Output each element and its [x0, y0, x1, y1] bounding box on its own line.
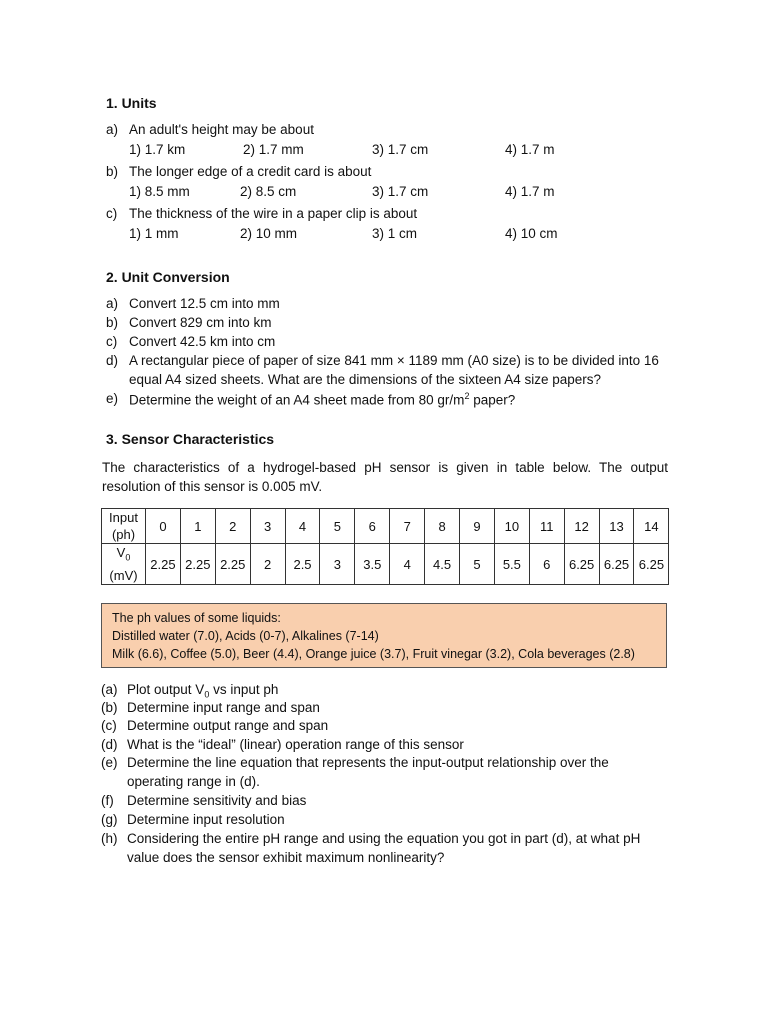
q1a-option-1: 1) 1.7 km — [129, 142, 186, 157]
table-cell: 4 — [390, 544, 425, 585]
table-row-header-input — [102, 509, 146, 544]
q2d-text-continued: equal A4 sized sheets. What are the dimensions of the sixteen A4 size papers? — [129, 372, 602, 387]
q1b-option-3: 3) 1.7 cm — [372, 184, 429, 199]
table-cell: 9 — [460, 509, 495, 544]
q3b-text: Determine input range and span — [127, 700, 320, 715]
table-cell: 5.5 — [494, 544, 529, 585]
q3a-label: (a) — [101, 682, 118, 697]
q3c-label: (c) — [101, 718, 117, 733]
q1c-text: The thickness of the wire in a paper clip is about — [129, 206, 418, 221]
q2a-text: Convert 12.5 cm into mm — [129, 296, 280, 311]
section-2-title: 2. Unit Conversion — [106, 269, 230, 285]
q1b-text: The longer edge of a credit card is about — [129, 164, 372, 179]
box-line-3: Milk (6.6), Coffee (5.0), Beer (4.4), Orange juice (3.7), Fruit vinegar (3.2), Cola beverages (2.8) — [112, 647, 635, 661]
q3a-text-main: Plot output V — [127, 682, 205, 697]
table-cell: 13 — [599, 509, 634, 544]
input-header-unit: (ph) — [111, 527, 136, 543]
section-1-title: 1. Units — [106, 95, 157, 111]
q2e-superscript: 2 — [464, 391, 470, 401]
q3c-text: Determine output range and span — [127, 718, 329, 733]
output-header-subscript: 0 — [125, 552, 131, 563]
input-header-label: Input — [109, 510, 138, 526]
q1c-option-4: 4) 10 cm — [505, 226, 558, 241]
table-cell: 5 — [320, 509, 355, 544]
table-cell: 6.25 — [599, 544, 634, 585]
q1b-option-4: 4) 1.7 m — [505, 184, 555, 199]
q1a-label: a) — [106, 122, 119, 137]
q3h-label: (h) — [101, 831, 118, 846]
q2b-label: b) — [106, 315, 119, 330]
q2d-text: A rectangular piece of paper of size 841 mm × 1189 mm (A0 size) is to be divided into 16 — [129, 353, 659, 368]
q3b-label: (b) — [101, 700, 118, 715]
section-3-intro: The characteristics of a hydrogel-based pH sensor is given in table below. The output resolution of this sensor is 0.005 mV. — [102, 460, 668, 494]
q3e-label: (e) — [101, 755, 118, 770]
q1c-label: c) — [106, 206, 118, 221]
q3a-text — [127, 682, 278, 700]
table-cell: 0 — [146, 509, 181, 544]
table-row-output — [102, 544, 669, 585]
table-cell: 10 — [494, 509, 529, 544]
q3e-text-continued: operating range in (d). — [127, 774, 260, 789]
q2e-label: e) — [106, 391, 119, 406]
q2d-label: d) — [106, 353, 119, 368]
q2b-text: Convert 829 cm into km — [129, 315, 272, 330]
table-cell: 5 — [460, 544, 495, 585]
q3a-subscript: 0 — [204, 689, 210, 700]
table-cell: 3.5 — [355, 544, 390, 585]
q3d-label: (d) — [101, 737, 118, 752]
table-cell: 6 — [529, 544, 564, 585]
table-cell: 2.5 — [285, 544, 320, 585]
box-line-2: Distilled water (7.0), Acids (0-7), Alkalines (7-14) — [112, 629, 379, 643]
table-cell: 2.25 — [180, 544, 215, 585]
table-cell: 4 — [285, 509, 320, 544]
table-cell: 2.25 — [146, 544, 181, 585]
table-cell: 8 — [425, 509, 460, 544]
q3h-text: Considering the entire pH range and using the equation you got in part (d), at what pH — [127, 831, 641, 846]
output-header-unit: (mV) — [109, 567, 138, 583]
q3d-text: What is the “ideal” (linear) operation range of this sensor — [127, 737, 464, 752]
q1b-option-1: 1) 8.5 mm — [129, 184, 190, 199]
table-cell: 14 — [634, 509, 669, 544]
table-cell: 7 — [390, 509, 425, 544]
q1c-option-3: 3) 1 cm — [372, 226, 418, 241]
q2e-text — [129, 391, 515, 408]
q1a-option-4: 4) 1.7 m — [505, 142, 555, 157]
section-3-title: 3. Sensor Characteristics — [106, 431, 275, 447]
q2a-label: a) — [106, 296, 119, 311]
q3h-text-continued: value does the sensor exhibit maximum nonlinearity? — [127, 850, 445, 865]
table-row-input — [102, 509, 669, 544]
table-cell: 2 — [215, 509, 250, 544]
table-cell: 1 — [180, 509, 215, 544]
q1b-label: b) — [106, 164, 119, 179]
q2e-text-main: Determine the weight of an A4 sheet made from 80 gr/m — [129, 392, 465, 408]
q3g-text: Determine input resolution — [127, 812, 285, 827]
table-row-header-output — [102, 544, 146, 585]
q1a-text: An adult's height may be about — [129, 122, 314, 137]
q1b-option-2: 2) 8.5 cm — [240, 184, 297, 199]
output-header-label: V — [116, 545, 126, 561]
q1a-option-2: 2) 1.7 mm — [243, 142, 304, 157]
q1a-option-3: 3) 1.7 cm — [372, 142, 429, 157]
table-cell: 6.25 — [634, 544, 669, 585]
table-cell: 3 — [320, 544, 355, 585]
table-cell: 6 — [355, 509, 390, 544]
table-cell: 4.5 — [425, 544, 460, 585]
table-cell: 11 — [529, 509, 564, 544]
table-cell: 12 — [564, 509, 599, 544]
q2c-label: c) — [106, 334, 118, 349]
q3g-label: (g) — [101, 812, 118, 827]
q1c-option-1: 1) 1 mm — [129, 226, 179, 241]
table-cell: 2.25 — [215, 544, 250, 585]
sensor-table — [101, 508, 669, 585]
q2c-text: Convert 42.5 km into cm — [129, 334, 276, 349]
q2e-text-after: paper? — [469, 392, 516, 408]
ph-values-box — [101, 603, 667, 668]
q1c-option-2: 2) 10 mm — [240, 226, 298, 241]
box-line-1: The ph values of some liquids: — [112, 611, 281, 625]
q3f-text: Determine sensitivity and bias — [127, 793, 307, 808]
table-cell: 3 — [250, 509, 285, 544]
table-cell: 2 — [250, 544, 285, 585]
q3f-label: (f) — [101, 793, 114, 808]
q3a-text-after: vs input ph — [209, 682, 279, 697]
table-cell: 6.25 — [564, 544, 599, 585]
q3e-text: Determine the line equation that represents the input-output relationship over the — [127, 755, 609, 770]
